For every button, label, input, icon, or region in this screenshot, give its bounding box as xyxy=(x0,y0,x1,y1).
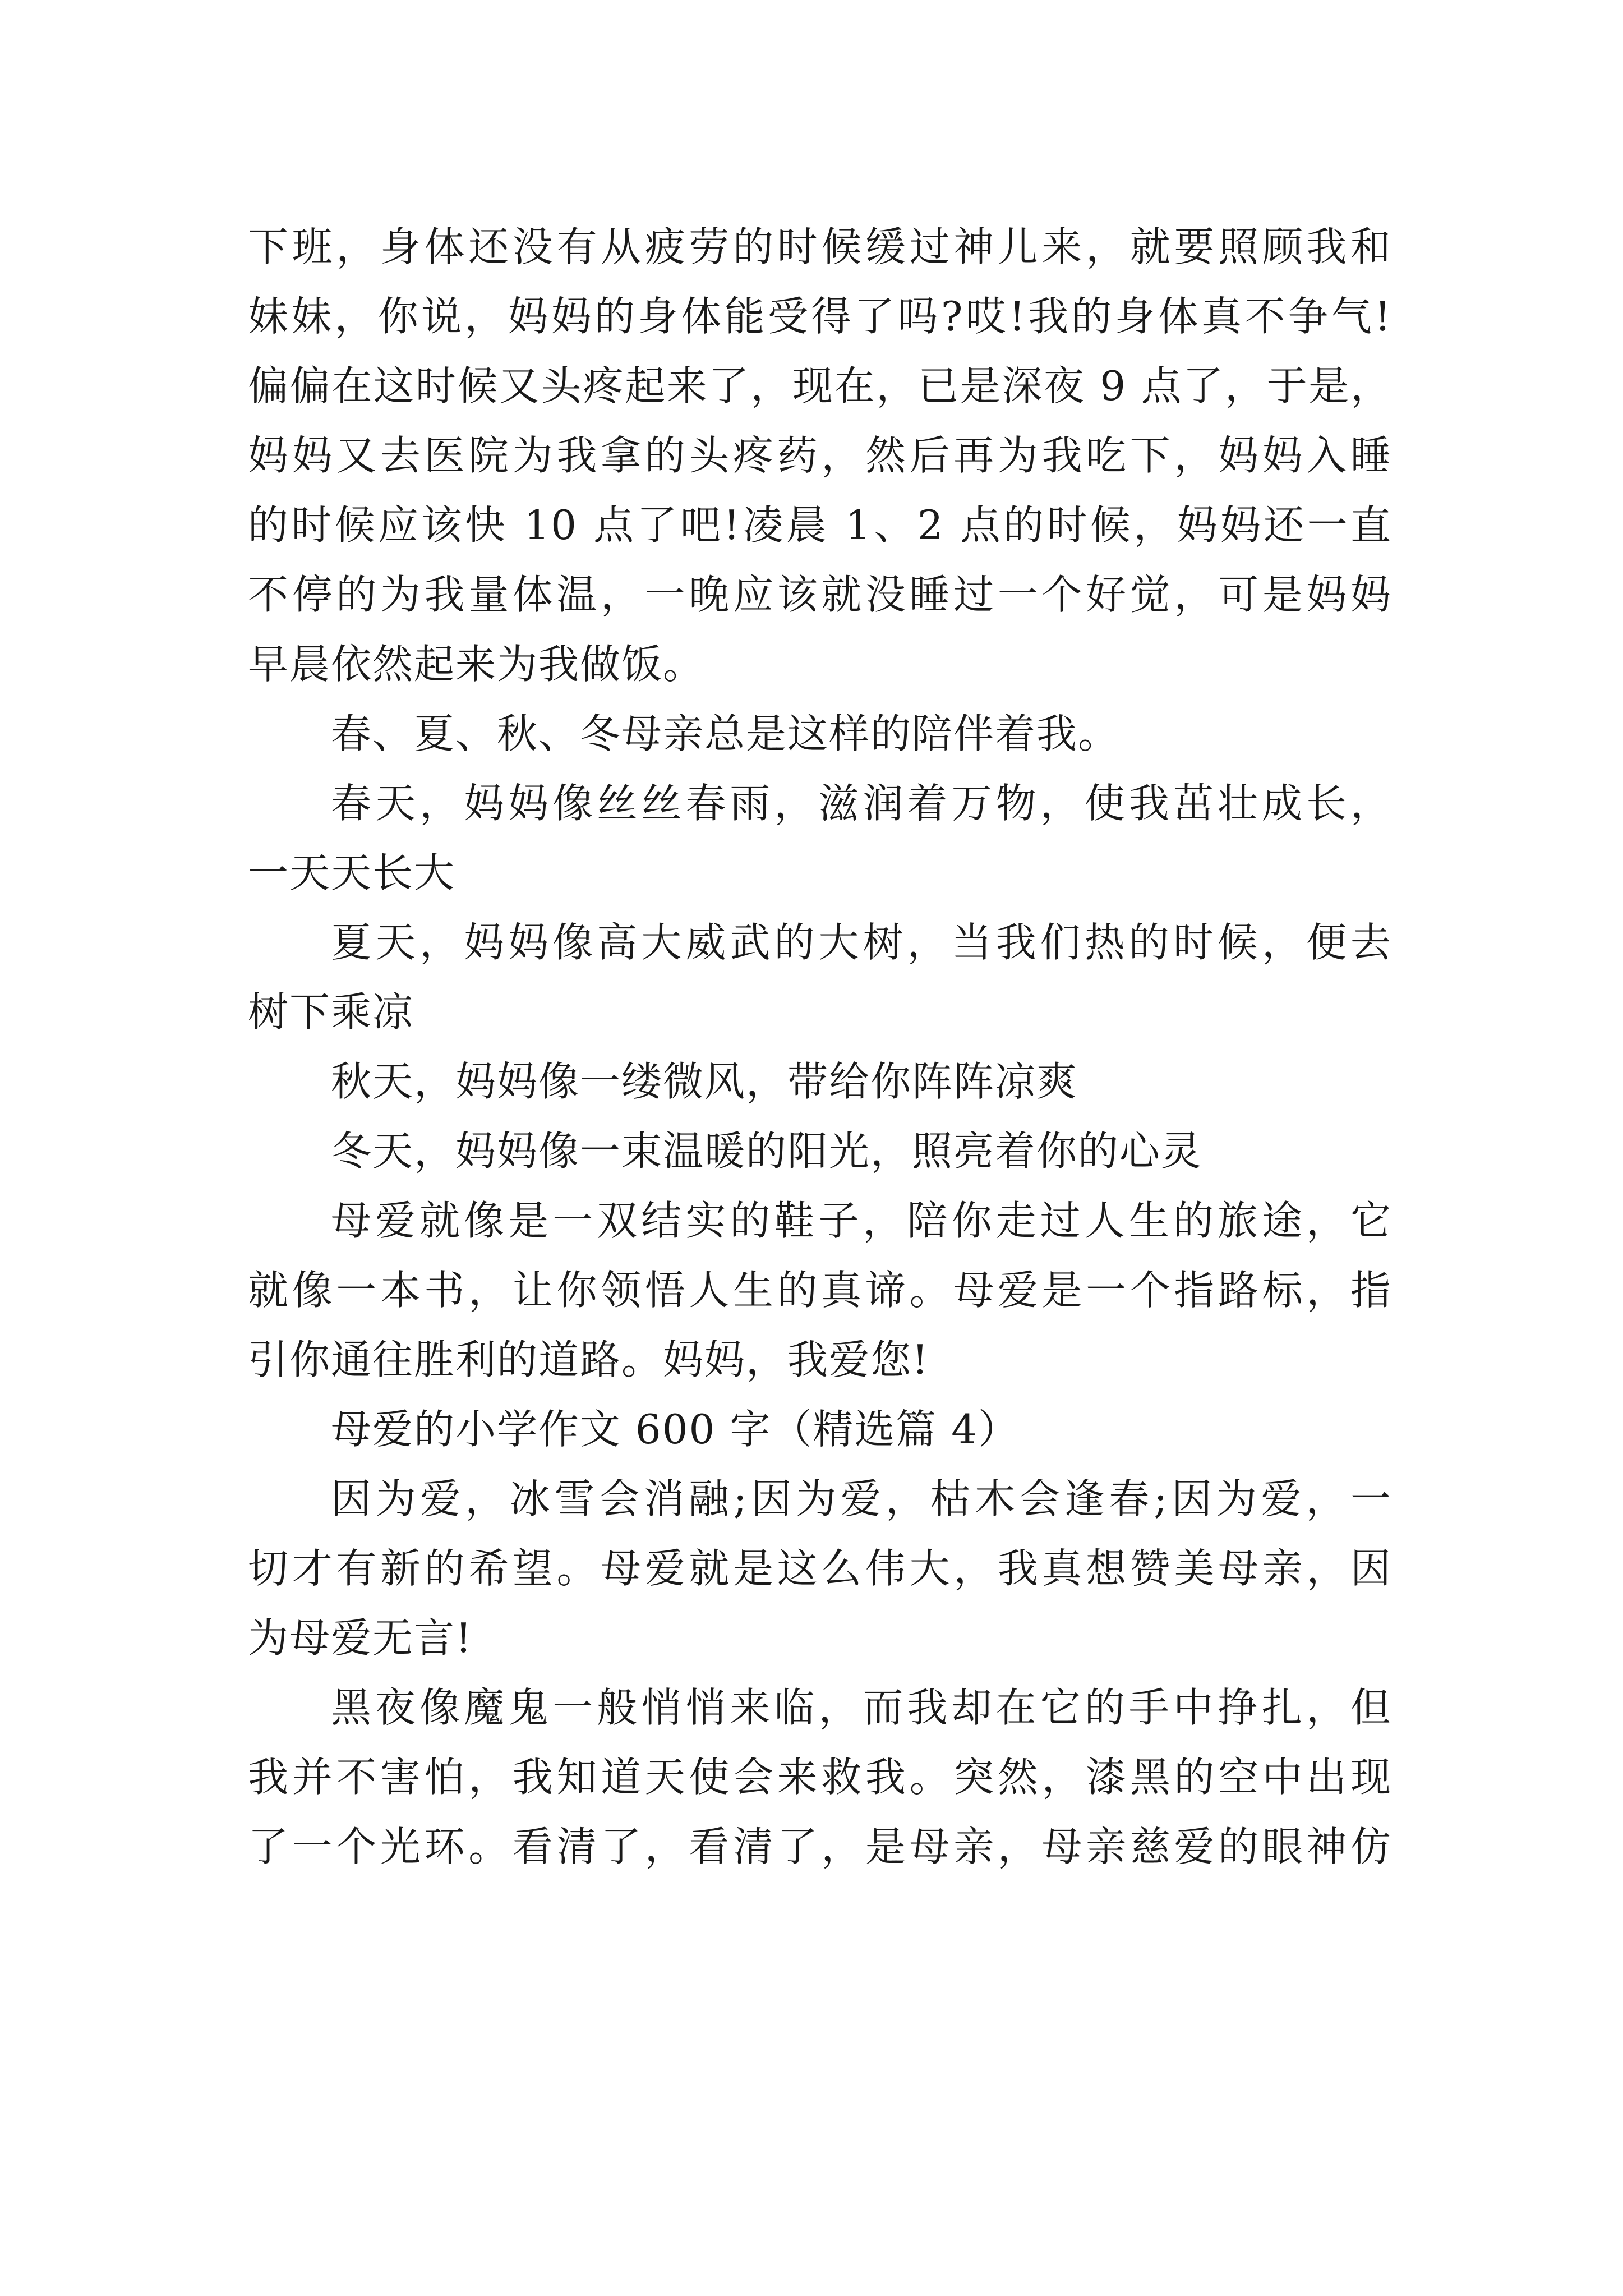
text-line: 就像一本书，让你领悟人生的真谛。母爱是一个指路标，指 xyxy=(248,1267,1392,1314)
text-line: 黑夜像魔鬼一般悄悄来临，而我却在它的手中挣扎，但 xyxy=(331,1684,1392,1731)
text-line: 切才有新的希望。母爱就是这么伟大，我真想赞美母亲，因 xyxy=(248,1545,1392,1592)
text-line: 一天天长大 xyxy=(248,849,456,896)
text-line: 不停的为我量体温，一晚应该就没睡过一个好觉，可是妈妈 xyxy=(248,571,1392,618)
section-heading: 母爱的小学作文 600 字（精选篇 4） xyxy=(331,1406,1020,1453)
text-line: 了一个光环。看清了，看清了，是母亲，母亲慈爱的眼神仿 xyxy=(248,1823,1392,1870)
text-line: 冬天，妈妈像一束温暖的阳光，照亮着你的心灵 xyxy=(331,1128,1203,1175)
text-line: 母爱就像是一双结实的鞋子，陪你走过人生的旅途，它 xyxy=(331,1197,1392,1244)
text-line: 夏天，妈妈像高大威武的大树，当我们热的时候，便去 xyxy=(331,919,1392,966)
text-line: 为母爱无言! xyxy=(248,1614,473,1662)
text-line: 妹妹，你说，妈妈的身体能受得了吗?哎!我的身体真不争气! xyxy=(248,293,1392,340)
text-line: 的时候应该快 10 点了吧!凌晨 1、2 点的时候，妈妈还一直 xyxy=(248,501,1392,549)
text-line: 秋天，妈妈像一缕微风，带给你阵阵凉爽 xyxy=(331,1058,1078,1105)
text-line: 引你通往胜利的道路。妈妈，我爱您! xyxy=(248,1336,929,1383)
text-line: 春天，妈妈像丝丝春雨，滋润着万物，使我茁壮成长， xyxy=(331,780,1392,827)
document-body xyxy=(248,212,1392,1881)
text-line: 我并不害怕，我知道天使会来救我。突然，漆黑的空中出现 xyxy=(248,1754,1392,1801)
text-line: 春、夏、秋、冬母亲总是这样的陪伴着我。 xyxy=(331,710,1120,757)
text-line: 早晨依然起来为我做饭。 xyxy=(248,641,705,688)
text-line: 下班，身体还没有从疲劳的时候缓过神儿来，就要照顾我和 xyxy=(248,223,1392,270)
text-line: 妈妈又去医院为我拿的头疼药，然后再为我吃下，妈妈入睡 xyxy=(248,432,1392,479)
text-line: 树下乘凉 xyxy=(248,988,414,1036)
text-line: 偏偏在这时候又头疼起来了，现在，已是深夜 9 点了，于是， xyxy=(248,362,1392,409)
text-line: 因为爱，冰雪会消融;因为爱，枯木会逢春;因为爱，一 xyxy=(331,1475,1392,1522)
